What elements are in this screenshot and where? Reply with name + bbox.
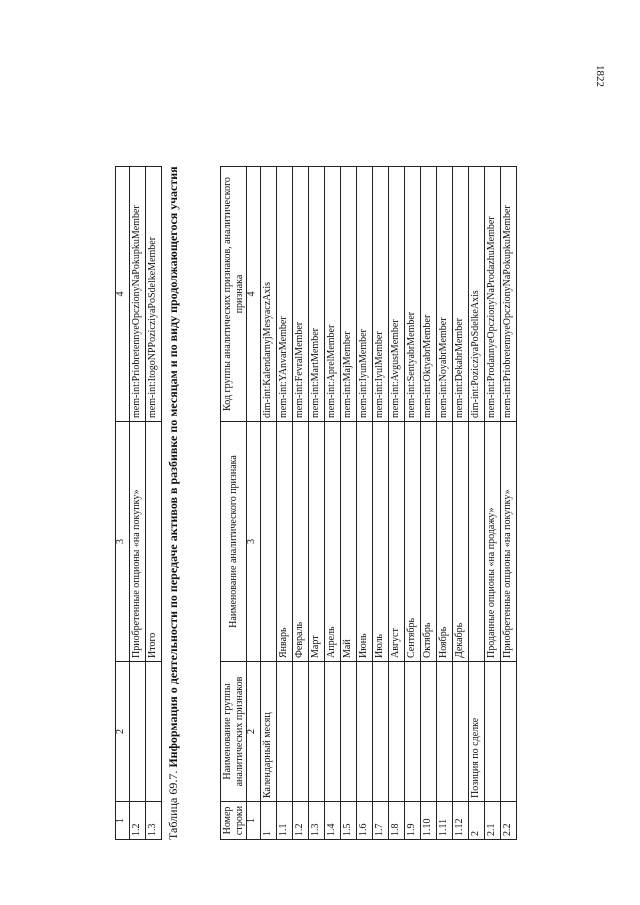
group-name-cell — [453, 662, 469, 802]
code-cell: mem-int:AvgustMember — [389, 167, 405, 422]
attribute-name-cell: Март — [309, 422, 325, 662]
row-number-cell: 1.11 — [437, 802, 453, 840]
code-cell: mem-int:NoyabrMember — [437, 167, 453, 422]
code-cell: mem-int:ProdannyeOpczionyNaProdazhuMember — [485, 167, 501, 422]
row-number-cell: 1.12 — [453, 802, 469, 840]
page-number: 1822 — [594, 65, 606, 87]
caption-title: Информация о деятельности по передаче активов в разбивке по месяцам и по виду продолжающегося участия — [166, 166, 180, 768]
rotated-page-content — [115, 60, 535, 840]
code-cell: mem-int:MajMember — [341, 167, 357, 422]
table-row — [389, 167, 405, 840]
code-cell: mem-int:MartMember — [309, 167, 325, 422]
row-number-cell: 1.9 — [405, 802, 421, 840]
group-name-cell — [293, 662, 309, 802]
row-number-cell: 1.2 — [130, 802, 146, 840]
header-row — [221, 167, 247, 840]
attribute-name-cell: Приобретенные опционы «на покупку» — [130, 422, 146, 662]
table-row — [325, 167, 341, 840]
code-cell: dim-int:KalendarnyjMesyaczAxis — [261, 167, 277, 422]
attribute-name-cell: Ноябрь — [437, 422, 453, 662]
code-cell: mem-int:DekabrMember — [453, 167, 469, 422]
group-name-cell: Календарный месяц — [261, 662, 277, 802]
column-number: 4 — [116, 167, 130, 422]
group-name-cell — [341, 662, 357, 802]
table-row — [293, 167, 309, 840]
row-number-cell: 2.2 — [501, 802, 517, 840]
group-name-cell — [389, 662, 405, 802]
column-number-row — [247, 167, 261, 840]
attribute-name-cell: Октябрь — [421, 422, 437, 662]
table-row — [309, 167, 325, 840]
row-number-cell: 1.10 — [421, 802, 437, 840]
column-number: 2 — [247, 662, 261, 802]
row-number-cell: 1 — [261, 802, 277, 840]
table-row — [501, 167, 517, 840]
caption-prefix: Таблица 69.7. — [166, 767, 180, 840]
attribute-name-cell: Апрель — [325, 422, 341, 662]
code-cell: mem-int:SentyabrMember — [405, 167, 421, 422]
group-name-cell — [146, 662, 162, 802]
attribute-name-cell — [261, 422, 277, 662]
table-row — [485, 167, 501, 840]
group-name-cell — [277, 662, 293, 802]
column-number: 2 — [116, 662, 130, 802]
group-name-cell — [130, 662, 146, 802]
code-cell: dim-int:PozicziyaPoSdelkeAxis — [469, 167, 485, 422]
column-number: 4 — [247, 167, 261, 422]
code-cell: mem-int:AprelMember — [325, 167, 341, 422]
table-row — [469, 167, 485, 840]
row-number-cell: 1.1 — [277, 802, 293, 840]
header-cell: Код группы аналитических признаков, аналитического признака — [221, 167, 247, 422]
header-cell: Наименование группы аналитических признаков — [221, 662, 247, 802]
row-number-cell: 1.4 — [325, 802, 341, 840]
table-row — [341, 167, 357, 840]
attribute-name-cell: Декабрь — [453, 422, 469, 662]
table-row — [261, 167, 277, 840]
group-name-cell: Позиция по сделке — [469, 662, 485, 802]
code-cell: mem-int:YAnvarMember — [277, 167, 293, 422]
attribute-name-cell: Приобретенные опционы «на покупку» — [501, 422, 517, 662]
table-row — [277, 167, 293, 840]
code-cell: mem-int:IyunMember — [357, 167, 373, 422]
table-row — [146, 167, 162, 840]
attribute-name-cell: Итого — [146, 422, 162, 662]
group-name-cell — [501, 662, 517, 802]
attribute-name-cell: Август — [389, 422, 405, 662]
table-caption — [163, 150, 183, 840]
code-cell: mem-int:FevralMember — [293, 167, 309, 422]
header-cell: Номер строки — [221, 802, 247, 840]
column-number-row — [116, 167, 130, 840]
attribute-name-cell: Июнь — [357, 422, 373, 662]
attribute-name-cell: Проданные опционы «на продажу» — [485, 422, 501, 662]
code-cell: mem-int:ItogoNPPozicziyaPoSdelkeMember — [146, 167, 162, 422]
group-name-cell — [309, 662, 325, 802]
table-row — [421, 167, 437, 840]
table-row — [130, 167, 146, 840]
row-number-cell: 1.3 — [309, 802, 325, 840]
column-number: 3 — [116, 422, 130, 662]
code-cell: mem-int:PriobretennyeOpczionyNaPokupkuMember — [501, 167, 517, 422]
table-row — [437, 167, 453, 840]
row-number-cell: 1.2 — [293, 802, 309, 840]
attribute-name-cell: Январь — [277, 422, 293, 662]
table-row — [405, 167, 421, 840]
table-row — [453, 167, 469, 840]
table-row — [373, 167, 389, 840]
main-table — [220, 166, 517, 840]
column-number: 1 — [116, 802, 130, 840]
group-name-cell — [373, 662, 389, 802]
row-number-cell: 2 — [469, 802, 485, 840]
code-cell: mem-int:OktyabrMember — [421, 167, 437, 422]
group-name-cell — [437, 662, 453, 802]
attribute-name-cell: Сентябрь — [405, 422, 421, 662]
row-number-cell: 1.8 — [389, 802, 405, 840]
row-number-cell: 2.1 — [485, 802, 501, 840]
column-number: 3 — [247, 422, 261, 662]
attribute-name-cell — [469, 422, 485, 662]
row-number-cell: 1.5 — [341, 802, 357, 840]
group-name-cell — [357, 662, 373, 802]
attribute-name-cell: Февраль — [293, 422, 309, 662]
group-name-cell — [421, 662, 437, 802]
code-cell: mem-int:PriobretennyeOpczionyNaPokupkuMember — [130, 167, 146, 422]
column-number: 1 — [247, 802, 261, 840]
row-number-cell: 1.7 — [373, 802, 389, 840]
table-row — [357, 167, 373, 840]
code-cell: mem-int:IyulMember — [373, 167, 389, 422]
attribute-name-cell: Июль — [373, 422, 389, 662]
row-number-cell: 1.3 — [146, 802, 162, 840]
header-cell: Наименование аналитического признака — [221, 422, 247, 662]
row-number-cell: 1.6 — [357, 802, 373, 840]
continued-table — [115, 166, 162, 840]
group-name-cell — [405, 662, 421, 802]
group-name-cell — [485, 662, 501, 802]
group-name-cell — [325, 662, 341, 802]
attribute-name-cell: Май — [341, 422, 357, 662]
